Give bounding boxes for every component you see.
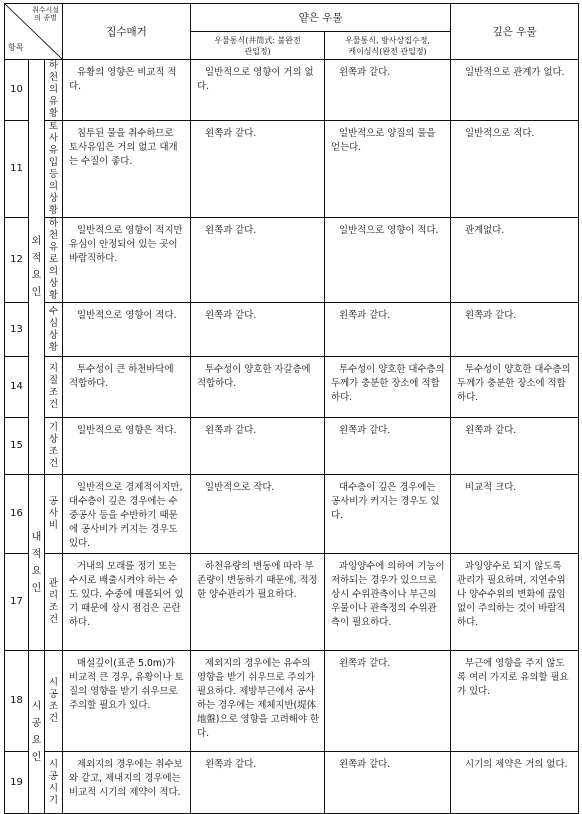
- row-subject: 기상조건: [45, 418, 63, 475]
- table-row: [5, 475, 579, 554]
- group-label-internal: 내적요인: [29, 475, 45, 651]
- cell-deep: 투수성이 양호한 대수층의 두께가 충분한 장소에 적합하다.: [451, 357, 579, 418]
- table-row: [5, 121, 579, 218]
- cell-shallow-b: 왼쪽과 같다.: [325, 651, 451, 752]
- cell-shallow-a: 일반적으로 작다.: [191, 475, 325, 554]
- row-number: 14: [5, 357, 29, 418]
- table-row: [5, 303, 579, 357]
- cell-shallow-a: 투수성이 양호한 자갈층에 적합하다.: [191, 357, 325, 418]
- cell-shallow-a: 왼쪽과 같다.: [191, 218, 325, 303]
- row-subject: 하천의유황: [45, 60, 63, 121]
- row-number: 12: [5, 218, 29, 303]
- group-label-construction: 시공요인: [29, 651, 45, 814]
- cell-gallery: 침투된 물을 취수하므로 토사유입은 거의 없고 대개는 수질이 좋다.: [63, 121, 191, 218]
- table-row: [5, 218, 579, 303]
- item-label: 항목: [8, 43, 24, 52]
- cell-shallow-a: 왼쪽과 같다.: [191, 121, 325, 218]
- cell-deep: 일반적으로 적다.: [451, 121, 579, 218]
- cell-deep: 비교적 크다.: [451, 475, 579, 554]
- row-subject: 시공조건: [45, 651, 63, 752]
- cell-gallery: 거내의 모래를 정기 또는 수시로 배출시켜야 하는 수도 있다. 수중에 매몰되어 있기 때문에 상시 점검은 곤란하다.: [63, 554, 191, 651]
- row-subject: 하천유로의상황: [45, 218, 63, 303]
- col-header-shallow-well: 얕은 우물: [191, 4, 451, 32]
- col-header-shallow-a: 우물통식(井筒式: 불완전 관입정): [191, 32, 325, 60]
- cell-shallow-b: 일반적으로 양질의 물을 얻는다.: [325, 121, 451, 218]
- cell-deep: 일반적으로 관계가 없다.: [451, 60, 579, 121]
- row-subject: 지질조건: [45, 357, 63, 418]
- cell-shallow-a: 하천유량의 변동에 따라 부존량이 변동하기 때문에, 적정한 양수관리가 필요하다.: [191, 554, 325, 651]
- intake-facility-table: [4, 3, 579, 814]
- cell-deep: 부근에 영향을 주지 않도록 여러 가지로 유의할 필요가 있다.: [451, 651, 579, 752]
- table-row: [5, 357, 579, 418]
- row-number: 16: [5, 475, 29, 554]
- row-number: 13: [5, 303, 29, 357]
- cell-gallery: 매설깊이(표준 5.0m)가 비교적 큰 경우, 유황이나 토질의 영향을 받기 쉬우므로 주의할 필요가 있다.: [63, 651, 191, 752]
- cell-deep: 왼쪽과 같다.: [451, 418, 579, 475]
- row-number: 17: [5, 554, 29, 651]
- col-header-infiltration-gallery: 집수매거: [63, 4, 191, 60]
- cell-deep: 왼쪽과 같다.: [451, 303, 579, 357]
- cell-shallow-a: 왼쪽과 같다.: [191, 303, 325, 357]
- row-subject: 토사유입등의상황: [45, 121, 63, 218]
- cell-shallow-b: 왼쪽과 같다.: [325, 60, 451, 121]
- cell-shallow-b: 일반적으로 영향이 적다.: [325, 218, 451, 303]
- col-header-deep-well: 깊은 우물: [451, 4, 579, 60]
- cell-deep: 관계없다.: [451, 218, 579, 303]
- table-row: [5, 651, 579, 752]
- table-row: [5, 554, 579, 651]
- cell-gallery: 일반적으로 영향이 적지만 유심이 안정되어 있는 곳이 바람직하다.: [63, 218, 191, 303]
- cell-shallow-b: 왼쪽과 같다.: [325, 303, 451, 357]
- cell-shallow-b: 왼쪽과 같다.: [325, 752, 451, 814]
- table-row: [5, 418, 579, 475]
- row-number: 10: [5, 60, 29, 121]
- facility-type-label: 취수시설 의 종별: [31, 6, 60, 22]
- col-header-shallow-b: 우물통식, 방사상집수정, 케이싱식(완전 관입정): [325, 32, 451, 60]
- table-row: [5, 752, 579, 814]
- cell-gallery: 투수성이 큰 하천바닥에 적합하다.: [63, 357, 191, 418]
- header-row-1: [5, 4, 579, 32]
- header-corner-cell: [5, 4, 63, 60]
- cell-shallow-a: 왼쪽과 같다.: [191, 418, 325, 475]
- cell-shallow-a: 일반적으로 영향이 거의 없다.: [191, 60, 325, 121]
- table-row: [5, 60, 579, 121]
- row-number: 18: [5, 651, 29, 752]
- cell-deep: 시기의 제약은 거의 없다.: [451, 752, 579, 814]
- cell-shallow-b: 왼쪽과 같다.: [325, 418, 451, 475]
- row-subject: 시공시기: [45, 752, 63, 814]
- row-number: 15: [5, 418, 29, 475]
- cell-deep: 과잉양수로 되지 않도록 관리가 필요하며, 지연수위나 양수수위의 변화에 끊임없이 주의하는 것이 바람직하다.: [451, 554, 579, 651]
- cell-gallery: 일반적으로 영향은 적다.: [63, 418, 191, 475]
- cell-shallow-b: 과잉양수에 의하여 기능이 저하되는 경우가 있으므로 상시 수위관측이나 부근의 우물이나 관측정의 수위관측이 필요하다.: [325, 554, 451, 651]
- cell-gallery: 제외지의 경우에는 취수보와 같고, 제내지의 경우에는 비교적 시기의 제약이 적다.: [63, 752, 191, 814]
- cell-gallery: 유황의 영향은 비교적 적다.: [63, 60, 191, 121]
- row-number: 19: [5, 752, 29, 814]
- cell-shallow-b: 대수층이 깊은 경우에는 공사비가 커지는 경우도 있다.: [325, 475, 451, 554]
- cell-shallow-a: 제외지의 경우에는 유수의 영향을 받기 쉬우므로 주의가 필요하다. 제방부근에서 공사하는 경우에는 제체지반(堤体地盤)으로 영향을 고려해야 한다.: [191, 651, 325, 752]
- cell-shallow-b: 투수성이 양호한 대수층의 두께가 충분한 장소에 적합하다.: [325, 357, 451, 418]
- row-subject: 공사비: [45, 475, 63, 554]
- row-number: 11: [5, 121, 29, 218]
- cell-gallery: 일반적으로 경제적이지만, 대수층이 깊은 경우에는 수중공사 등을 수반하기 때문에 공사비가 커지는 경우도 있다.: [63, 475, 191, 554]
- cell-shallow-a: 왼쪽과 같다.: [191, 752, 325, 814]
- row-subject: 관리조건: [45, 554, 63, 651]
- group-label-external: 외적요인: [29, 60, 45, 475]
- row-subject: 수심상황: [45, 303, 63, 357]
- cell-gallery: 일반적으로 영향이 적다.: [63, 303, 191, 357]
